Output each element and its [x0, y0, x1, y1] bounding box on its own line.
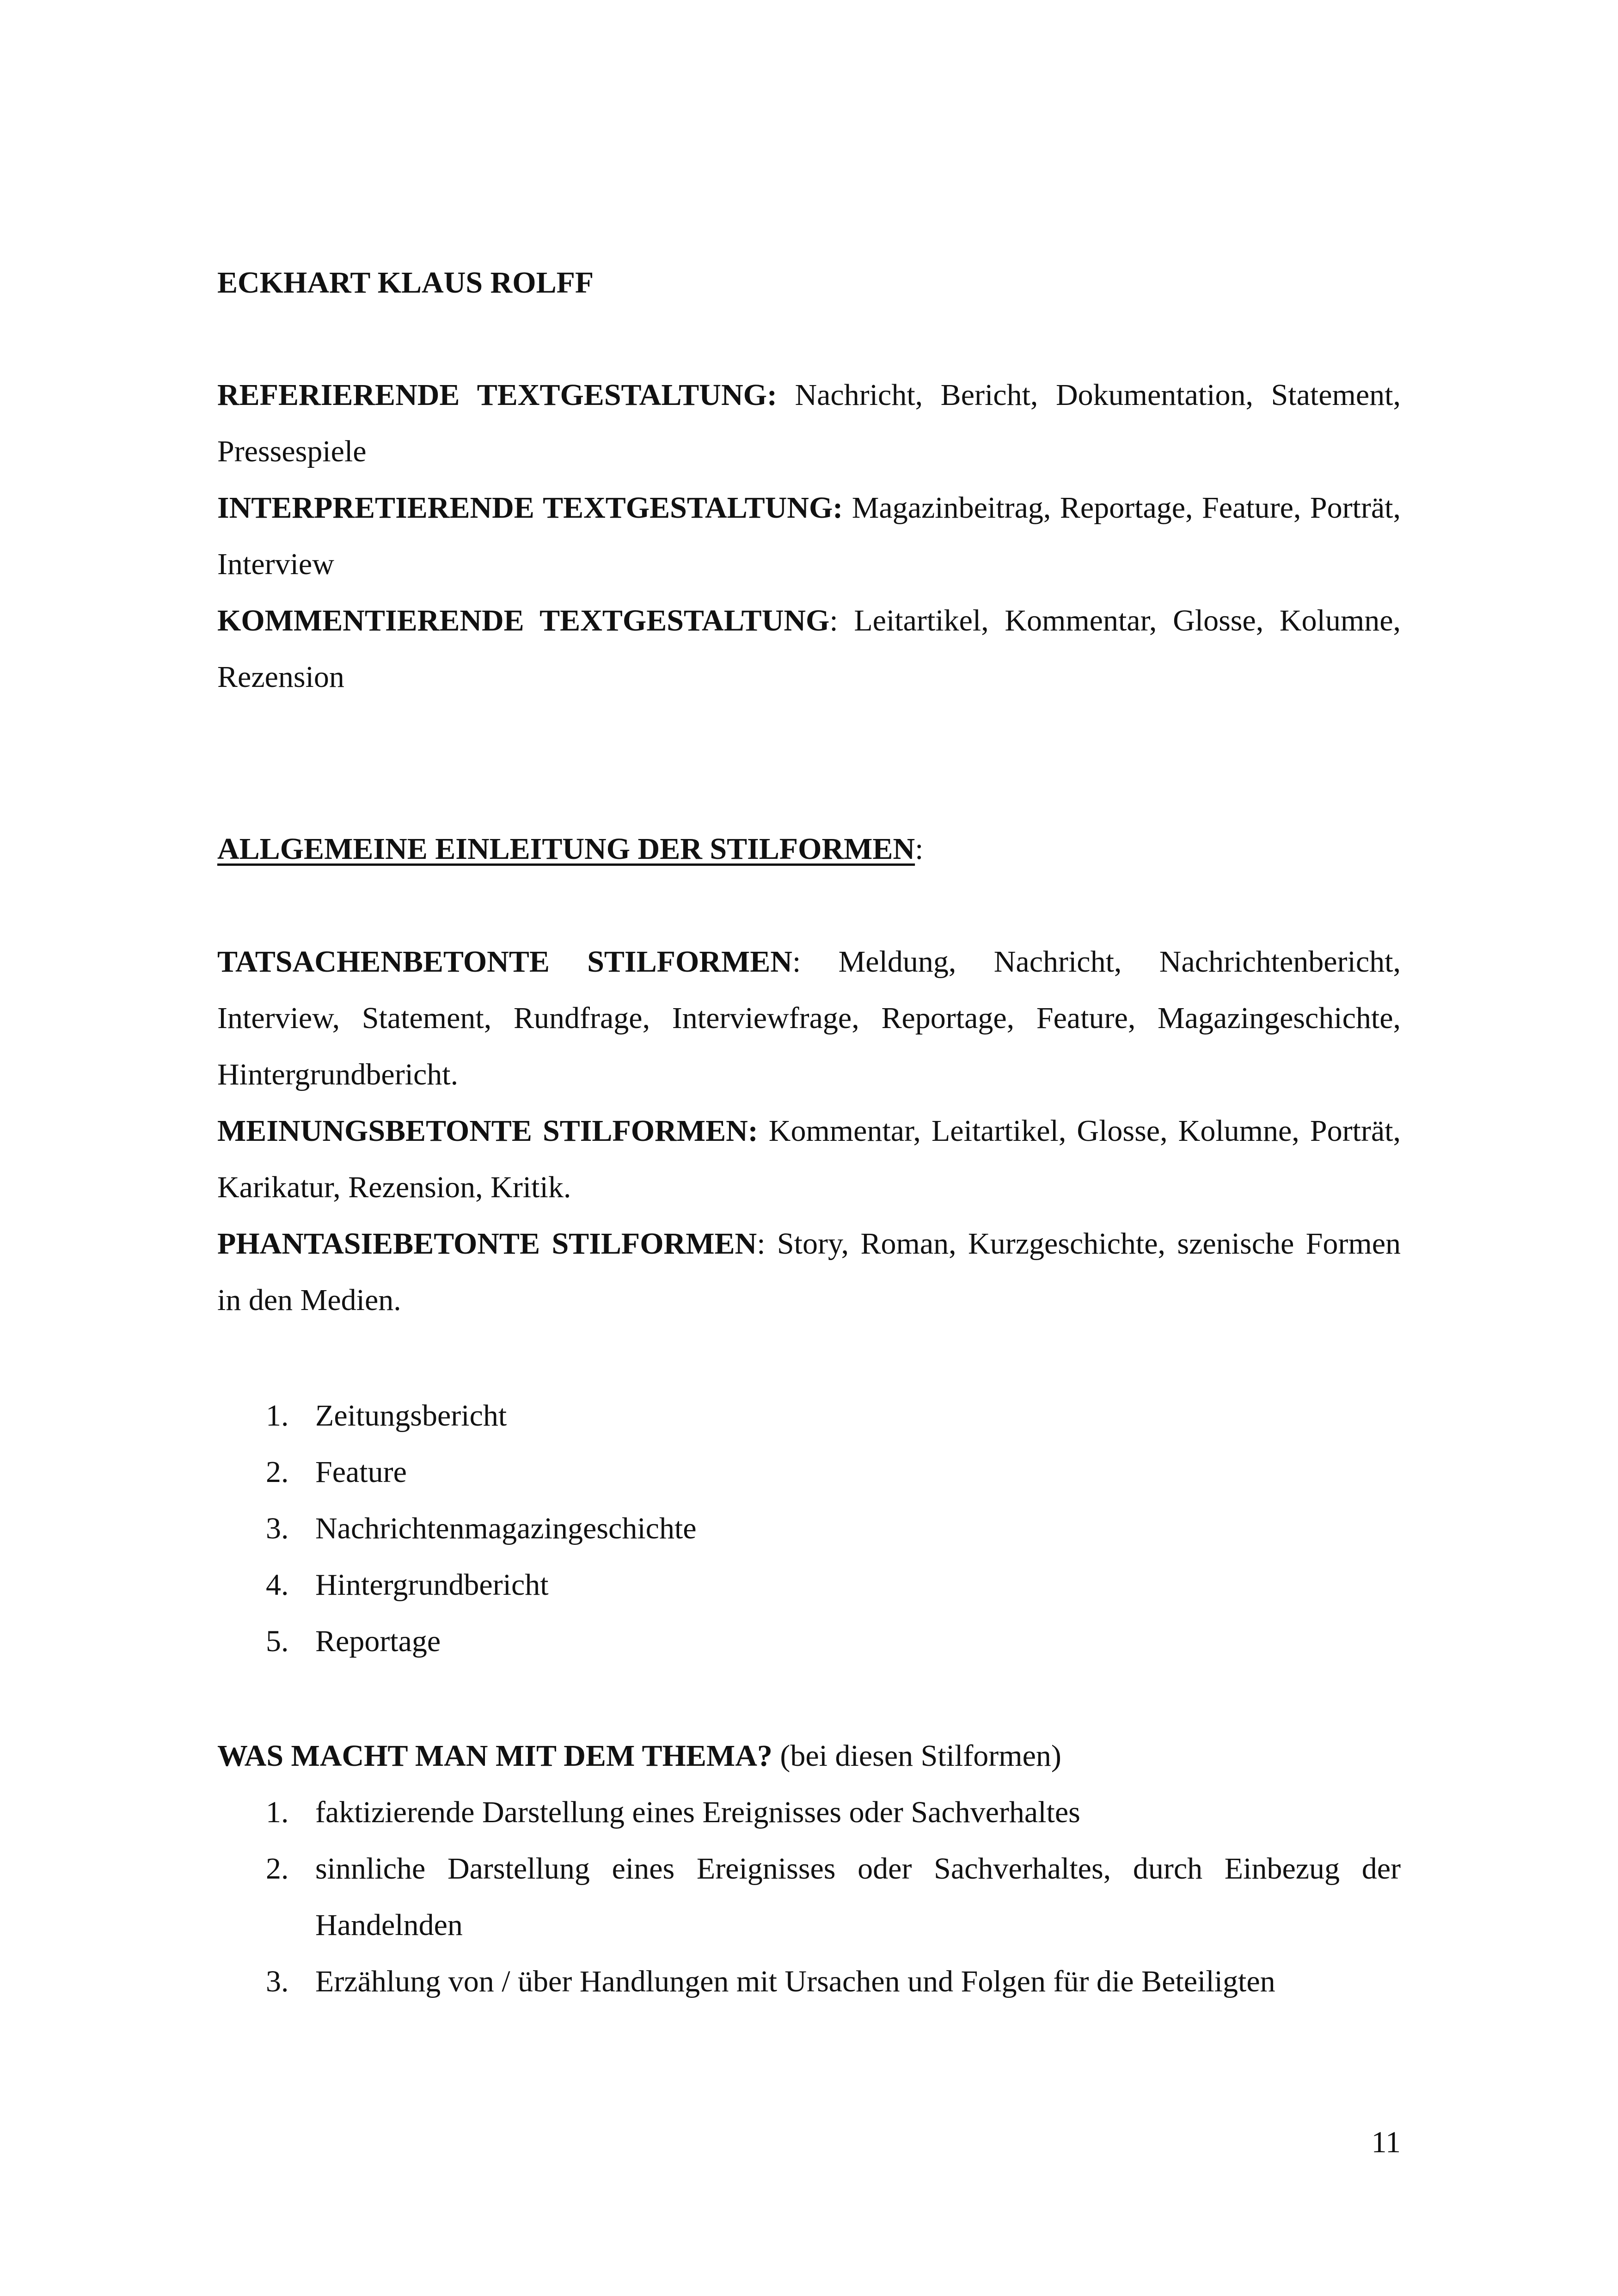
list-item [217, 1557, 1401, 1613]
textgestaltung-section [217, 367, 1401, 705]
paragraph-referierende [217, 367, 1401, 480]
term-text: : Story, Roman, Kurzgeschichte, szenische Formen in den Medien. [217, 1227, 1401, 1317]
term-label: PHANTASIEBETONTE STILFORMEN [217, 1227, 757, 1261]
list-text: Feature [315, 1455, 407, 1489]
list-number: 3. [266, 1512, 289, 1545]
list-item [217, 1953, 1401, 2010]
question-text: (bei diesen Stilformen) [772, 1739, 1061, 1773]
list-item [217, 1613, 1401, 1670]
list-number: 2. [266, 1852, 289, 1886]
paragraph-phantasiebetonte [217, 1216, 1401, 1329]
section-heading-colon: : [915, 832, 924, 866]
term-text: : Meldung, Nachricht, Nachrichtenbericht, Interview, Statement, Rundfrage, Interviewfrage, Reportage, Feature, Magazingeschichte, Hintergrundbericht. [217, 945, 1401, 1091]
term-label: INTERPRETIERENDE TEXTGESTALTUNG: [217, 491, 843, 525]
list-number: 5. [266, 1624, 289, 1658]
list-text: faktizierende Darstellung eines Ereignisses oder Sachverhaltes [315, 1795, 1080, 1829]
term-label: TATSACHENBETONTE STILFORMEN [217, 945, 792, 979]
paragraph-meinungsbetonte [217, 1103, 1401, 1216]
question-label: WAS MACHT MAN MIT DEM THEMA? [217, 1739, 772, 1773]
list-item [217, 1841, 1401, 1953]
term-text: Nachricht, Bericht, Dokumentation, Statement, Pressespiele [217, 378, 1401, 468]
list-number: 3. [266, 1965, 289, 1998]
section-heading-stilformen [217, 821, 923, 877]
list-text: Hintergrundbericht [315, 1568, 549, 1602]
list-text: Erzählung von / über Handlungen mit Ursachen und Folgen für die Beteiligten [315, 1965, 1275, 1998]
list-number: 1. [266, 1795, 289, 1829]
question-heading [217, 1728, 1401, 1784]
paragraph-kommentierende [217, 593, 1401, 705]
page-number: 11 [1371, 2125, 1401, 2159]
list-item [217, 1388, 1401, 1444]
term-label: KOMMENTIERENDE TEXTGESTALTUNG [217, 604, 830, 637]
list-item [217, 1500, 1401, 1557]
paragraph-tatsachenbetonte [217, 934, 1401, 1103]
list-text: Zeitungsbericht [315, 1399, 507, 1433]
term-text: Kommentar, Leitartikel, Glosse, Kolumne, Porträt, Karikatur, Rezension, Kritik. [217, 1114, 1401, 1204]
thema-list [217, 1784, 1401, 2010]
list-number: 4. [266, 1568, 289, 1602]
author-heading: ECKHART KLAUS ROLFF [217, 266, 594, 300]
paragraph-interpretierende [217, 480, 1401, 593]
stilformen-list [217, 1388, 1401, 1670]
list-item [217, 1784, 1401, 1841]
list-text: Nachrichtenmagazingeschichte [315, 1512, 697, 1545]
list-text: Reportage [315, 1624, 441, 1658]
term-label: MEINUNGSBETONTE STILFORMEN: [217, 1114, 758, 1148]
stilformen-section [217, 934, 1401, 1329]
list-number: 2. [266, 1455, 289, 1489]
list-item [217, 1444, 1401, 1500]
term-text: Magazinbeitrag, Reportage, Feature, Porträt, Interview [217, 491, 1401, 581]
term-label: REFERIERENDE TEXTGESTALTUNG: [217, 378, 777, 412]
list-number: 1. [266, 1399, 289, 1433]
section-heading-text: ALLGEMEINE EINLEITUNG DER STILFORMEN [217, 832, 915, 866]
list-text: sinnliche Darstellung eines Ereignisses oder Sachverhaltes, durch Einbezug der Handelnden [315, 1852, 1401, 1942]
term-text: : Leitartikel, Kommentar, Glosse, Kolumne, Rezension [217, 604, 1401, 694]
